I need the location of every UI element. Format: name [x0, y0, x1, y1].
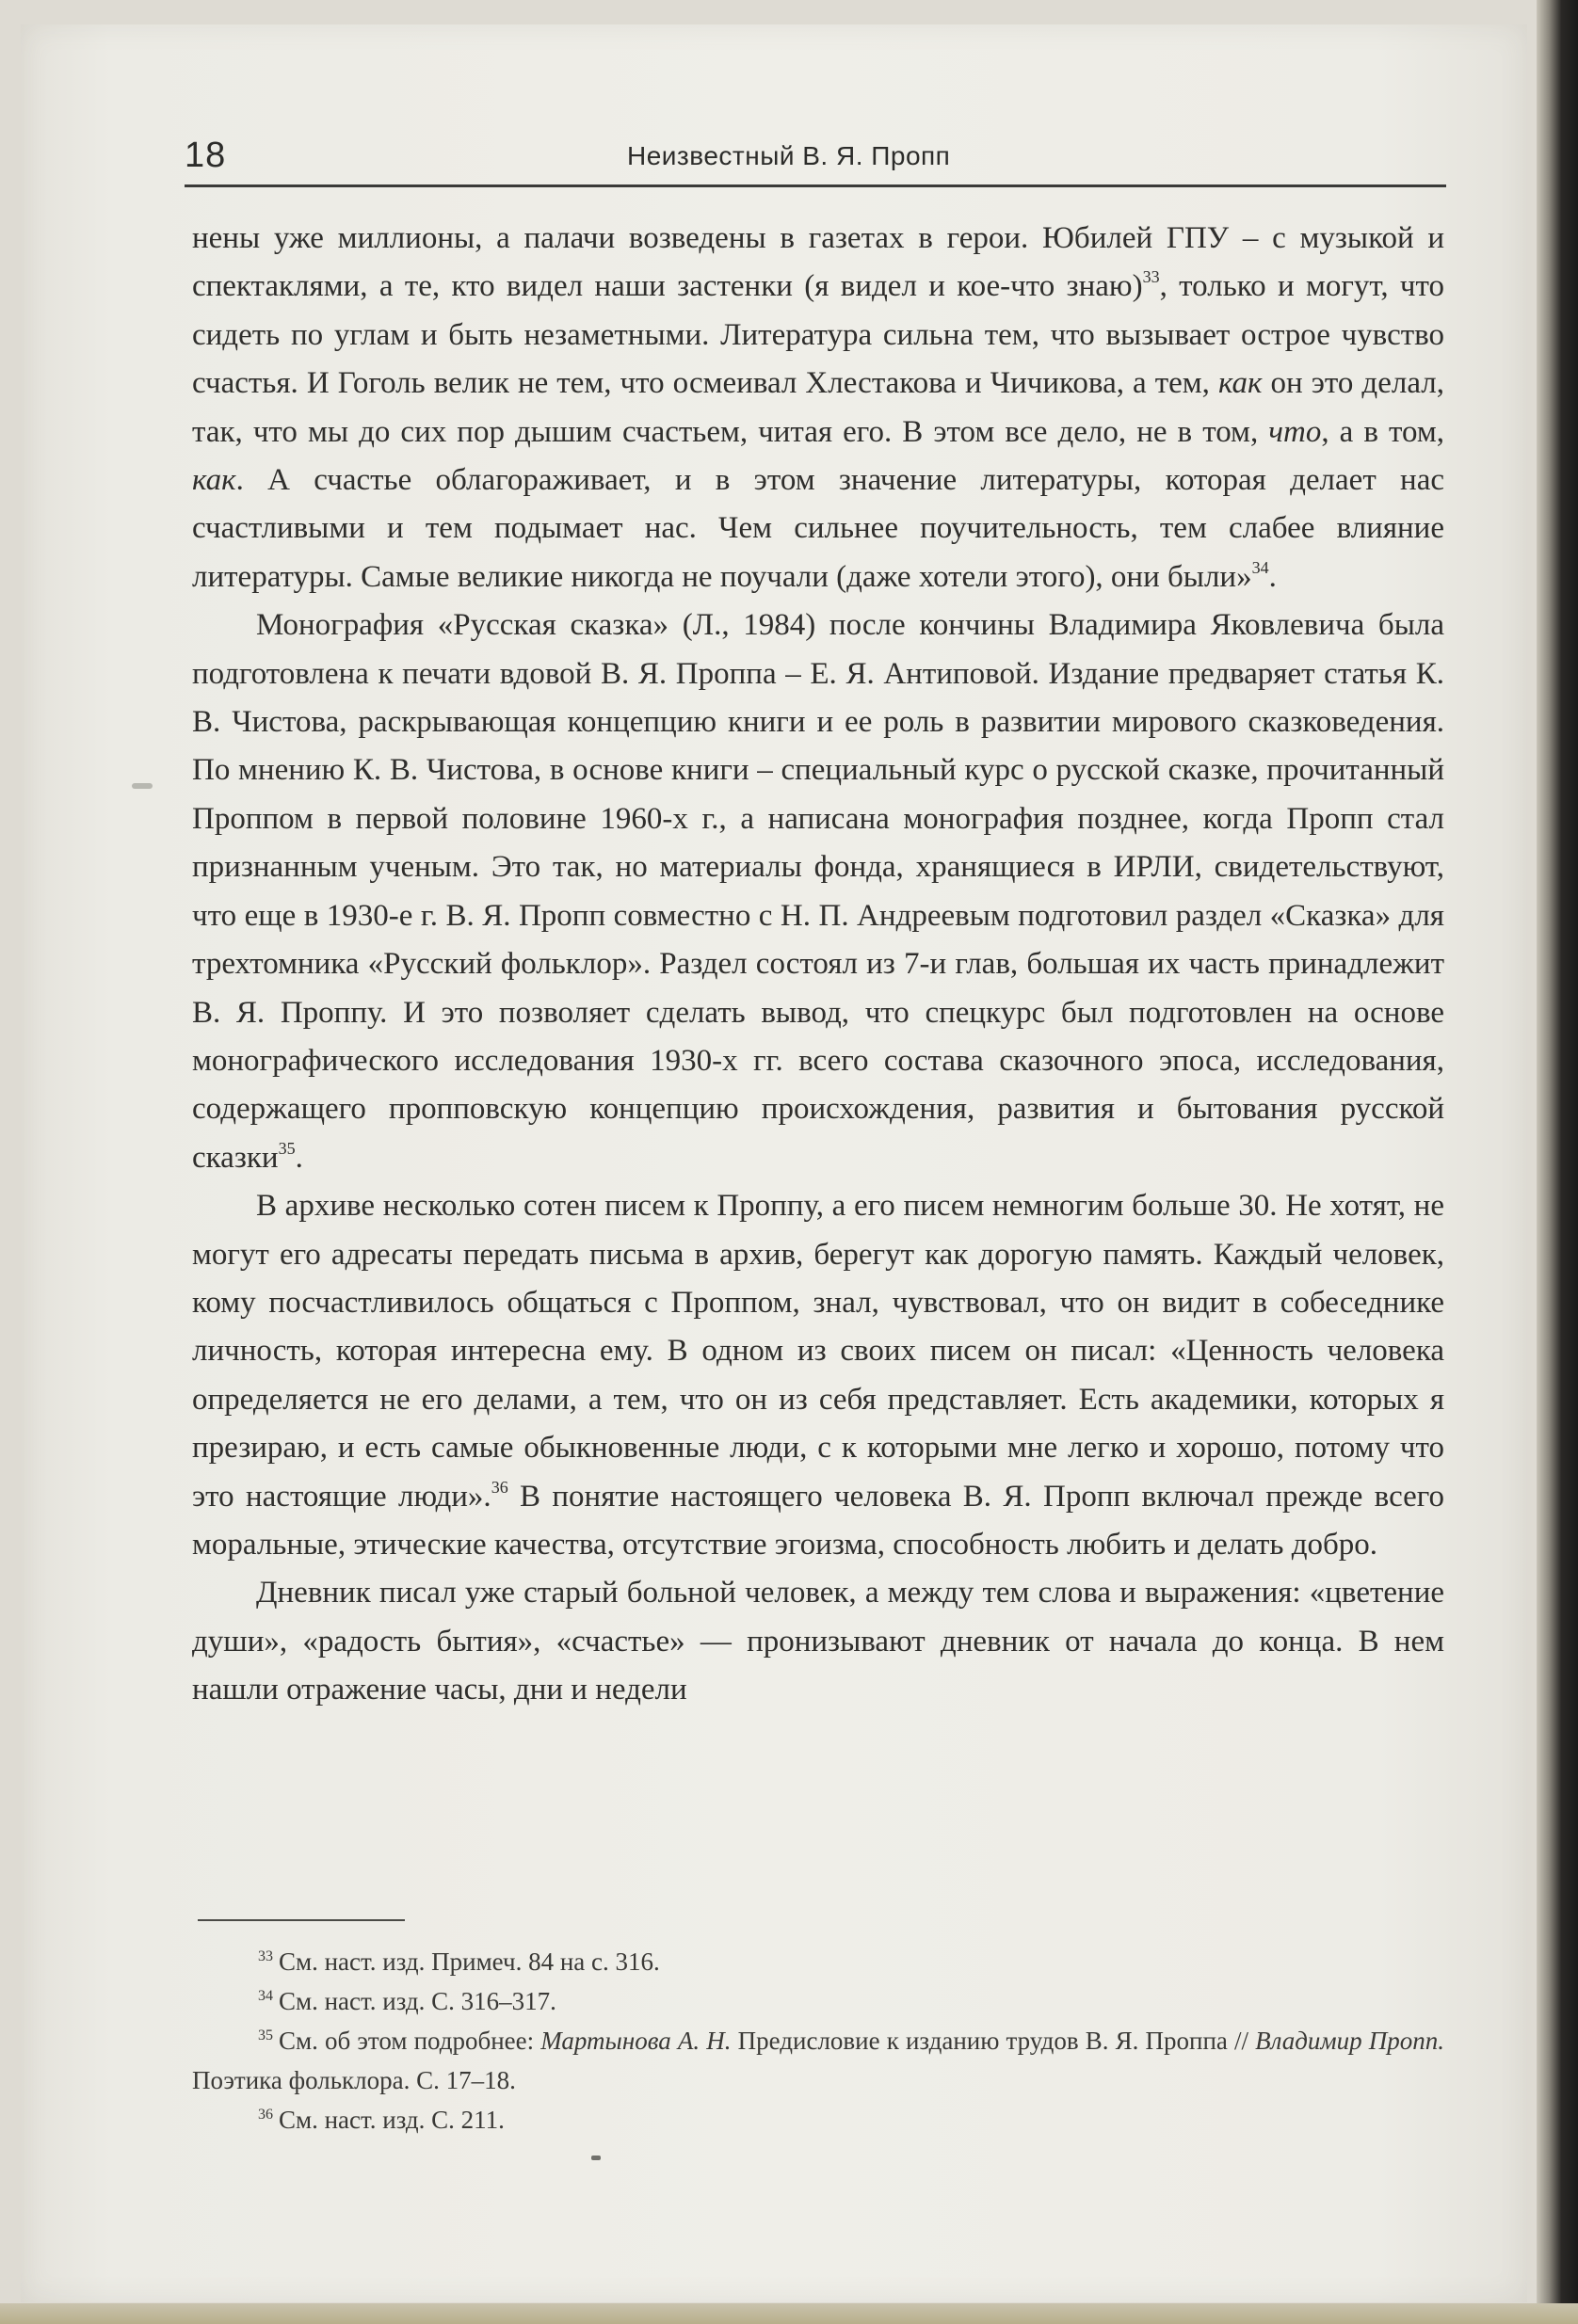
footnote-text: Предисловие к изданию трудов В. Я. Проппа //: [731, 2027, 1256, 2055]
paragraph-text: В понятие настоящего человека В. Я. Пропп включал прежде всего моральные, этические качества, отсутствие эгоизма, способность любить и делать добро.: [192, 1479, 1444, 1562]
footnote-ref: 36: [491, 1477, 508, 1497]
emphasis: что: [1268, 414, 1322, 449]
footnote-number: 33: [258, 1948, 273, 1964]
main-text: [192, 215, 1444, 1715]
paragraph-text: В архиве несколько сотен писем к Проппу, а его писем немногим больше 30. Не хотят, не могут его адресаты передать письма в архив, берегут как дорогую память. Каждый человек, кому посчастливилось общаться с Проппом, знал, чувствовал, что он видит в собеседнике личность, которая интересна ему. В одном из своих писем он писал: «Ценность человека определяется не его делами, а тем, что он из себя представляет. Есть академики, которых я презираю, и есть самые обыкновенные люди, с к которыми мне легко и хорошо, потому что это настоящие люди».: [192, 1189, 1444, 1514]
footnote-text: См. наст. изд. Примеч. 84 на с. 316.: [279, 1947, 660, 1976]
footnote-ref: 34: [1251, 557, 1269, 577]
paragraph: [192, 601, 1444, 1182]
print-mark: [591, 2156, 601, 2160]
scan-smudge: [132, 783, 153, 789]
emphasis: как: [1217, 366, 1263, 401]
paragraph: [192, 1182, 1444, 1569]
paragraph-text: , а в том,: [1321, 414, 1444, 449]
footnote-number: 34: [258, 1988, 273, 2004]
paragraph-text: .: [1268, 559, 1277, 594]
paragraph-text: . А счастье облагораживает, и в этом значение литературы, которая делает нас счастливыми и тем подымает нас. Чем сильнее поучительность, тем слабее влияние литературы. Самые великие никогда не поучали (даже хотели этого), они были»: [192, 463, 1444, 594]
footnote: [192, 1942, 1444, 1981]
footnote: [192, 2100, 1444, 2140]
emphasis: как: [192, 463, 236, 498]
page-header: [185, 132, 1446, 187]
footnote-number: 35: [258, 2027, 273, 2044]
footnote-author: Владимир Пропп.: [1255, 2027, 1445, 2055]
paragraph-text: Монография «Русская сказка» (Л., 1984) после кончины Владимира Яковлевича была подготовлена к печати вдовой В. Я. Проппа – Е. Я. Антиповой. Издание предваряет статья К. В. Чистова, раскрывающая концепцию книги и ее роль в развитии мирового сказковедения. По мнению К. В. Чистова, в основе книги – специальный курс о русской сказке, прочитанный Проппом в первой половине 1960-х г., а написана монография позднее, когда Пропп стал признанным ученым. Это так, но материалы фонда, хранящиеся в ИРЛИ, свидетельствуют, что еще в 1930-е г. В. Я. Пропп совместно с Н. П. Андреевым подготовил раздел «Сказка» для трехтомника «Русский фольклор». Раздел состоял из 7-и глав, большая их часть принадлежит В. Я. Проппу. И это позволяет сделать вывод, что спецкурс был подготовлен на основе монографического исследования 1930-х гг. всего состава сказочного эпоса, исследования, содержащего пропповскую концепцию происхождения, развития и бытования русской сказки: [192, 608, 1444, 1175]
page-bottom-edge: [0, 2303, 1578, 2324]
paragraph-text: Дневник писал уже старый больной человек, а между тем слова и выражения: «цветение души», «радость бытия», «счастье» — пронизывают дневник от начала до конца. В нем нашли отражение часы, дни и недели: [192, 1576, 1444, 1707]
paragraph-text: .: [295, 1140, 303, 1175]
footnote: [192, 1981, 1444, 2021]
running-title: Неизвестный В. Я. Пропп: [627, 141, 951, 170]
paragraph: [192, 215, 1444, 601]
footnote-text: См. наст. изд. С. 316–317.: [279, 1987, 556, 2015]
footnote-author: Мартынова А. Н.: [540, 2027, 732, 2055]
book-spine: [1537, 0, 1578, 2324]
footnote-ref: 35: [278, 1138, 296, 1158]
footnote-text: См. наст. изд. С. 211.: [279, 2106, 505, 2134]
footnotes: [192, 1942, 1444, 2140]
footnote-number: 36: [258, 2107, 273, 2123]
footnote-ref: 33: [1142, 267, 1160, 287]
footnote-divider: [198, 1919, 405, 1921]
paragraph: [192, 1569, 1444, 1714]
paragraph-text: нены уже миллионы, а палачи возведены в газетах в герои. Юбилей ГПУ – с музыкой и спектаклями, а те, кто видел наши застенки (я видел и кое-что знаю): [192, 221, 1444, 304]
paragraph-text: , только и могут, что сидеть по углам и быть незаметными. Литература сильна тем, что вызывает острое чувство счастья. И Гоголь велик не тем, что осмеивал Хлестакова и Чичикова, а тем,: [192, 269, 1444, 401]
footnote-text: Поэтика фольклора. С. 17–18.: [192, 2066, 516, 2094]
page-number: 18: [185, 136, 227, 175]
footnote: [192, 2021, 1444, 2100]
paragraph-text: он это делал, так, что мы до сих пор дышим счастьем, читая его. В этом все дело, не в том,: [192, 366, 1444, 449]
footnote-text: См. об этом подробнее:: [279, 2027, 541, 2055]
